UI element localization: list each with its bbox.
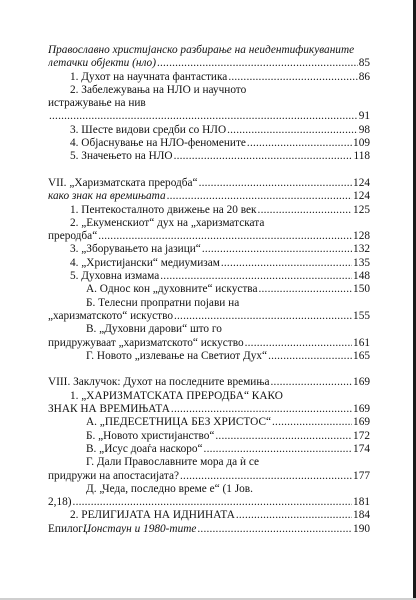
dot-leader — [199, 177, 352, 190]
dot-leader — [245, 337, 352, 350]
dot-leader — [268, 350, 352, 363]
toc-entry — [48, 177, 370, 190]
toc-text-line — [48, 97, 370, 110]
toc-entry — [48, 150, 370, 163]
toc-entry — [48, 243, 370, 256]
toc-entry — [48, 71, 370, 84]
toc-entry-title: Б. „Новото христијанство“ — [86, 429, 215, 442]
toc-entry-title: 3. „Зборувањето на јазици“ — [70, 243, 201, 256]
toc-text-line — [48, 456, 370, 469]
toc-entry-title: истражување на нив — [48, 97, 146, 110]
section-gap — [48, 164, 370, 177]
toc-entry — [48, 496, 370, 509]
toc-entry-title: Православно христијанско разбирање на неидентификуваните — [48, 44, 355, 56]
toc-text-line — [48, 44, 370, 57]
toc-entry-title: Б. Телесни пропратни појави на — [86, 296, 240, 309]
page-number: 135 — [353, 256, 370, 269]
toc-text-line — [48, 390, 370, 403]
toc-entry — [48, 376, 370, 389]
page-number: 169 — [353, 416, 370, 429]
dot-leader — [247, 137, 352, 150]
toc-entry-title: VII. „Харизматската преродба“ — [48, 176, 198, 189]
toc-entry-title: VIII. Заклучок: Духот на последните времиња — [48, 376, 270, 389]
page-number: 124 — [353, 190, 370, 203]
toc-entry-title: 1. „ХАРИЗМАТСКАТА ПРЕРОДБА“ КАКО — [70, 389, 283, 402]
section-gap — [48, 363, 370, 376]
toc-entry — [48, 124, 370, 137]
table-of-contents — [48, 44, 370, 536]
page-number: 148 — [353, 270, 370, 283]
dot-leader — [236, 509, 352, 522]
dot-leader — [171, 403, 352, 416]
toc-entry-title: В. „Исус доаѓа наскоро“ — [86, 442, 203, 455]
toc-entry-title: Д. „Чеда, последно време е“ (1 Јов. — [86, 482, 253, 495]
dot-leader — [271, 376, 353, 389]
toc-entry — [48, 190, 370, 203]
toc-entry-title: В. „Духовни дарови“ што го — [86, 323, 222, 336]
page-number: 124 — [353, 176, 370, 189]
toc-entry — [48, 443, 370, 456]
page-number: 98 — [358, 123, 370, 136]
toc-entry-title: преродба“ — [48, 230, 98, 243]
dot-leader — [174, 310, 352, 323]
page-number: 161 — [353, 336, 370, 349]
toc-text-line — [48, 217, 370, 230]
toc-entry — [48, 270, 370, 283]
dot-leader — [49, 110, 358, 123]
toc-entry-title-italic: Џонстаун и 1980-тите — [82, 522, 197, 535]
dot-leader — [180, 470, 352, 483]
toc-text-line — [48, 323, 370, 336]
toc-entry-title: Г. Дали Православните мора да ѝ се — [86, 456, 260, 469]
toc-entry-title: 3. Шесте видови средби со НЛО — [70, 123, 227, 136]
toc-entry — [48, 416, 370, 429]
page-number: 181 — [353, 496, 370, 509]
toc-entry-title: 4. Објаснување на НЛО-феномените — [70, 137, 246, 150]
page-number: 155 — [353, 309, 370, 322]
dot-leader — [272, 416, 352, 429]
toc-entry-title: како знак на времињата — [48, 190, 166, 203]
page-number: 128 — [353, 230, 370, 243]
toc-entry-title: 1. Пентекосталното движење на 20 век — [70, 203, 257, 216]
page-number: 86 — [358, 70, 370, 83]
page-number: 177 — [353, 469, 370, 482]
dot-leader — [227, 124, 358, 137]
toc-entry — [48, 337, 370, 350]
dot-leader — [215, 430, 352, 443]
dot-leader — [98, 230, 352, 243]
toc-entry — [48, 283, 370, 296]
page-number: 190 — [353, 522, 370, 535]
page-number: 118 — [353, 150, 370, 163]
toc-text-line — [48, 483, 370, 496]
toc-entry-title: придружи на апостасијата? — [48, 469, 180, 482]
toc-entry-title: 2. „Екуменскиот“ дух на „харизматската — [70, 216, 265, 229]
dot-leader — [259, 283, 353, 296]
toc-entry-title: 2,18) — [48, 496, 72, 509]
toc-entry-title: 2. Забележувања на НЛО и научното — [70, 83, 247, 96]
toc-text-line — [48, 84, 370, 97]
toc-entry-title: 2. РЕЛИГИЈАТА НА ИДНИНАТА — [70, 509, 235, 522]
toc-entry-title: 5. Значењето на НЛО — [70, 150, 173, 163]
page-number: 109 — [353, 137, 370, 150]
dot-leader — [202, 243, 352, 256]
toc-entry — [48, 137, 370, 150]
toc-entry — [48, 430, 370, 443]
toc-entry-title: 5. Духовна измама — [70, 270, 160, 283]
page-number: 91 — [358, 110, 370, 123]
dot-leader — [157, 57, 358, 70]
toc-entry — [48, 257, 370, 270]
dot-leader — [221, 257, 352, 270]
page-number: 132 — [353, 243, 370, 256]
toc-entry-title: придружуваат „харизматското“ искуство — [48, 336, 244, 349]
page-number: 125 — [353, 203, 370, 216]
dot-leader — [197, 523, 352, 536]
dot-leader — [160, 270, 352, 283]
toc-entry-title: А. Однос кон „духовните“ искуства — [86, 283, 258, 296]
page-number: 174 — [353, 442, 370, 455]
toc-entry-title: А. „ПЕДЕСЕТНИЦА БЕЗ ХРИСТОС“ — [86, 416, 272, 429]
page-number: 184 — [353, 509, 370, 522]
dot-leader — [204, 443, 353, 456]
page-number: 85 — [358, 57, 370, 70]
toc-entry-title: летачки објекти (нло) — [48, 57, 156, 70]
toc-entry — [48, 110, 370, 123]
toc-entry-title: 4. „Христијански“ медиумизам — [70, 256, 220, 269]
toc-entry — [48, 509, 370, 522]
toc-entry — [48, 57, 370, 70]
page-number: 150 — [353, 283, 370, 296]
toc-entry — [48, 230, 370, 243]
page-number: 172 — [353, 429, 370, 442]
toc-entry — [48, 403, 370, 416]
dot-leader — [167, 190, 352, 203]
toc-entry — [48, 350, 370, 363]
toc-entry-title: Епилог — [48, 522, 83, 535]
toc-entry — [48, 310, 370, 323]
page-number: 169 — [353, 403, 370, 416]
toc-entry — [48, 523, 370, 536]
toc-entry-title: Г. Новото „излевање на Светиот Дух“ — [86, 349, 268, 362]
toc-entry-title: 1. Духот на научната фантастика — [70, 70, 228, 83]
toc-entry-title: ЗНАК НА ВРЕМИЊАТА — [48, 403, 170, 416]
toc-entry-title: „харизматското“ искуство — [48, 309, 173, 322]
dot-leader — [228, 71, 357, 84]
dot-leader — [174, 150, 353, 163]
toc-text-line — [48, 297, 370, 310]
dot-leader — [73, 496, 353, 509]
toc-entry — [48, 470, 370, 483]
toc-entry — [48, 204, 370, 217]
page-number: 165 — [353, 349, 370, 362]
page-number: 169 — [353, 376, 370, 389]
dot-leader — [258, 204, 353, 217]
